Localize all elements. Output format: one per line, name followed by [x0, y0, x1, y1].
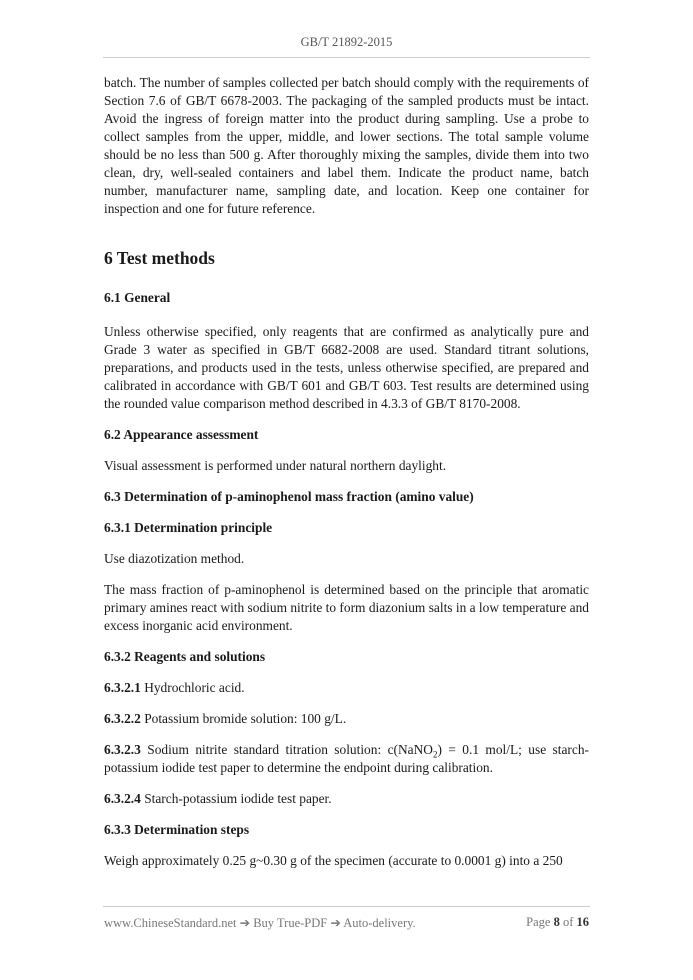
reagent-item-text: Starch-potassium iodide test paper.	[144, 791, 332, 806]
footer-link[interactable]: www.ChineseStandard.net ➔ Buy True-PDF ➔ Auto-delivery.	[104, 916, 416, 930]
section-6-3-1-text-1: Use diazotization method.	[104, 551, 245, 566]
reagent-item-6-3-2-4	[104, 790, 589, 808]
subscript: 2	[432, 749, 438, 760]
section-6-2-text: Visual assessment is performed under natural northern daylight.	[104, 458, 447, 473]
section-6-heading: 6 Test methods	[104, 248, 215, 268]
reagent-item-text-a: Sodium nitrite standard titration solution: c(NaNO	[147, 742, 433, 757]
section-6-3-3-text: Weigh approximately 0.25 g~0.30 g of the specimen (accurate to 0.0001 g) into a 250	[104, 853, 563, 868]
page-current: 8	[553, 915, 560, 929]
page-header: GB/T 21892-2015	[300, 35, 393, 49]
reagent-item-text-b: ) = 0.1 mol/L; use starch-potassium iodide test paper to determine the endpoint during calibration.	[104, 742, 589, 775]
page-content	[104, 74, 589, 870]
page-of: of	[562, 915, 574, 929]
page-counter	[526, 915, 589, 930]
section-6-3-3-heading: 6.3.3 Determination steps	[104, 822, 250, 837]
reagent-item-text: Potassium bromide solution: 100 g/L.	[144, 711, 347, 726]
reagent-item-number: 6.3.2.1	[104, 680, 141, 695]
section-6-1-heading: 6.1 General	[104, 290, 171, 305]
section-6-1-text: Unless otherwise specified, only reagents that are confirmed as analytically pure and Grade 3 water as specified in GB/T 6682-2008 are used. Standard titrant solutions, preparations, and products used in the tests, unless otherwise specified, are prepared and calibrated in accordance with GB/T 601 and GB/T 603. Test results are determined using the rounded value comparison method described in 4.3.3 of GB/T 8170-2008.	[104, 324, 589, 411]
reagent-item-text: Hydrochloric acid.	[144, 680, 245, 695]
section-6-3-1-heading: 6.3.1 Determination principle	[104, 520, 273, 535]
reagent-item-6-3-2-1	[104, 679, 589, 697]
section-6-3-1-text-2: The mass fraction of p-aminophenol is determined based on the principle that aromatic primary amines react with sodium nitrite to form diazonium salts in a low temperature and excess inorganic acid environment.	[104, 582, 589, 633]
page-total: 16	[576, 915, 589, 929]
reagent-item-6-3-2-2	[104, 710, 589, 728]
page-label: Page	[526, 915, 551, 929]
reagent-item-number: 6.3.2.3	[104, 742, 141, 757]
footer-divider	[103, 906, 590, 907]
intro-paragraph: batch. The number of samples collected per batch should comply with the requirements of Section 7.6 of GB/T 6678-2003. The packaging of the sampled products must be intact. Avoid the ingress of foreign matter into the product during sampling. Use a probe to collect samples from the upper, middle, and lower sections. The total sample volume should be no less than 500 g. After thoroughly mixing the samples, divide them into two clean, dry, well-sealed containers and label them. Indicate the product name, batch number, manufacturer name, sampling date, and location. Keep one container for inspection and one for future reference.	[104, 75, 589, 216]
reagent-item-number: 6.3.2.2	[104, 711, 141, 726]
section-6-3-2-heading: 6.3.2 Reagents and solutions	[104, 649, 266, 664]
section-6-2-heading: 6.2 Appearance assessment	[104, 427, 259, 442]
header-divider	[103, 57, 590, 58]
reagent-item-number: 6.3.2.4	[104, 791, 141, 806]
section-6-3-heading: 6.3 Determination of p-aminophenol mass fraction (amino value)	[104, 489, 474, 504]
reagent-item-6-3-2-3	[104, 741, 589, 777]
